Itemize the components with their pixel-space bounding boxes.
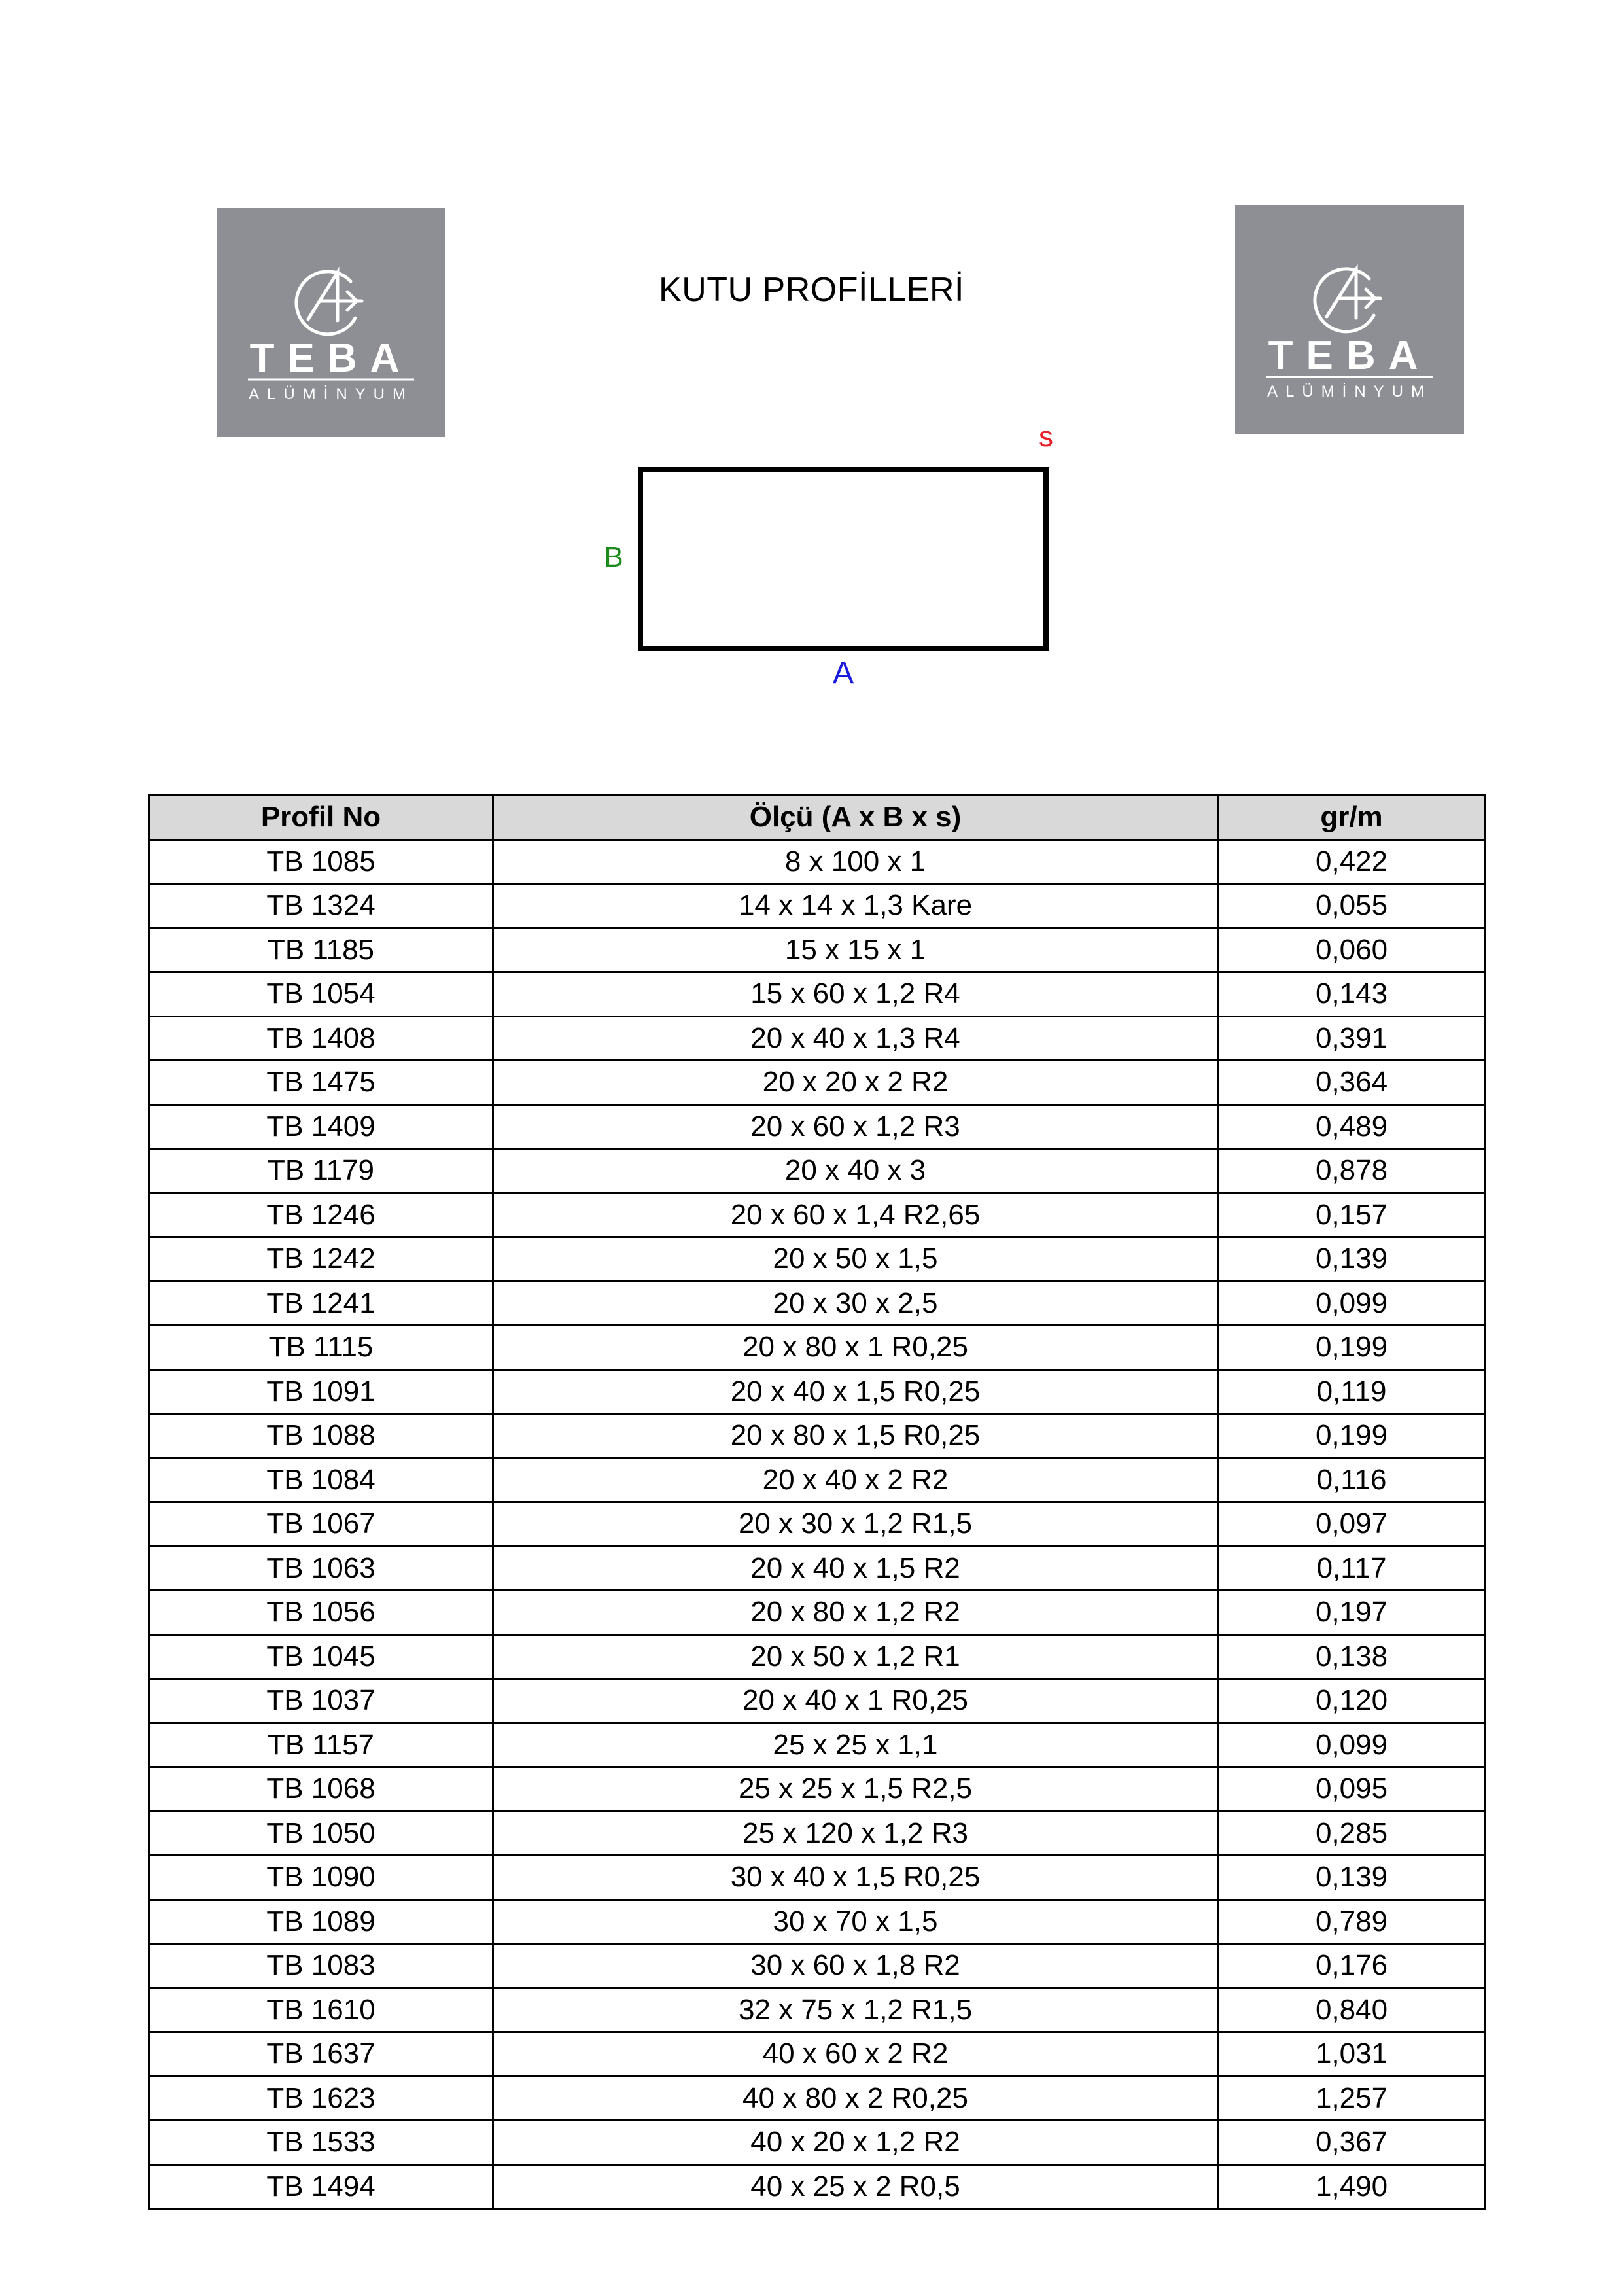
table-row: [149, 1104, 1486, 1149]
table-row: [149, 1899, 1486, 1944]
weight-cell: 0,878: [1218, 1149, 1486, 1193]
table-row: [149, 1281, 1486, 1326]
profile-no-cell: TB 1063: [149, 1546, 493, 1591]
table-row: [149, 1767, 1486, 1812]
weight-cell: 0,060: [1218, 928, 1486, 972]
dimensions-cell: 14 x 14 x 1,3 Kare: [493, 884, 1218, 928]
table-row: [149, 1369, 1486, 1414]
profile-no-cell: TB 1409: [149, 1104, 493, 1149]
profile-no-cell: TB 1089: [149, 1899, 493, 1944]
dimensions-cell: 20 x 80 x 1 R0,25: [493, 1326, 1218, 1370]
profile-no-cell: TB 1056: [149, 1591, 493, 1635]
profile-no-cell: TB 1084: [149, 1458, 493, 1502]
table-row: [149, 884, 1486, 928]
weight-cell: 0,199: [1218, 1326, 1486, 1370]
label-thickness-s: s: [1039, 421, 1053, 453]
dimensions-cell: 30 x 70 x 1,5: [493, 1899, 1218, 1944]
weight-cell: 0,367: [1218, 2121, 1486, 2165]
profile-no-cell: TB 1091: [149, 1369, 493, 1414]
profile-no-cell: TB 1179: [149, 1149, 493, 1193]
dimensions-cell: 40 x 20 x 1,2 R2: [493, 2121, 1218, 2165]
profile-no-cell: TB 1083: [149, 1944, 493, 1988]
dimensions-cell: 30 x 60 x 1,8 R2: [493, 1944, 1218, 1988]
weight-cell: 0,099: [1218, 1281, 1486, 1326]
dimensions-cell: 15 x 60 x 1,2 R4: [493, 972, 1218, 1017]
profile-no-cell: TB 1088: [149, 1414, 493, 1458]
weight-cell: 0,489: [1218, 1104, 1486, 1149]
weight-cell: 0,139: [1218, 1237, 1486, 1282]
dimensions-cell: 40 x 25 x 2 R0,5: [493, 2164, 1218, 2209]
table-row: [149, 1414, 1486, 1458]
profile-no-cell: TB 1157: [149, 1723, 493, 1767]
table-row: [149, 1193, 1486, 1237]
weight-cell: 0,176: [1218, 1944, 1486, 1988]
profile-no-cell: TB 1408: [149, 1016, 493, 1061]
table-row: [149, 2032, 1486, 2077]
weight-cell: 0,789: [1218, 1899, 1486, 1944]
weight-cell: 0,199: [1218, 1414, 1486, 1458]
weight-cell: 0,422: [1218, 839, 1486, 884]
table-row: [149, 1634, 1486, 1679]
profile-no-cell: TB 1067: [149, 1502, 493, 1547]
dimensions-cell: 20 x 60 x 1,2 R3: [493, 1104, 1218, 1149]
table-row: [149, 1061, 1486, 1105]
dimensions-cell: 20 x 40 x 1,5 R2: [493, 1546, 1218, 1591]
weight-cell: 0,143: [1218, 972, 1486, 1017]
table-header-row: [149, 796, 1486, 840]
table-row: [149, 1591, 1486, 1635]
table-row: [149, 1811, 1486, 1856]
dimensions-cell: 20 x 40 x 1,5 R0,25: [493, 1369, 1218, 1414]
table-row: [149, 1723, 1486, 1767]
logo-brand: TEBA: [249, 336, 413, 381]
weight-cell: 1,031: [1218, 2032, 1486, 2077]
logo-subtitle: ALÜMİNYUM: [1266, 383, 1433, 400]
weight-cell: 0,139: [1218, 1856, 1486, 1900]
table-row: [149, 1502, 1486, 1547]
profile-no-cell: TB 1085: [149, 839, 493, 884]
dimensions-cell: 40 x 80 x 2 R0,25: [493, 2076, 1218, 2121]
dimensions-cell: 20 x 50 x 1,5: [493, 1237, 1218, 1282]
weight-cell: 0,391: [1218, 1016, 1486, 1061]
label-height-b: B: [604, 541, 623, 573]
dimensions-cell: 20 x 30 x 1,2 R1,5: [493, 1502, 1218, 1547]
dimensions-cell: 20 x 50 x 1,2 R1: [493, 1634, 1218, 1679]
teba-logo-left: [217, 208, 445, 437]
profile-no-cell: TB 1037: [149, 1679, 493, 1723]
dimensions-cell: 20 x 20 x 2 R2: [493, 1061, 1218, 1105]
table-row: [149, 1944, 1486, 1988]
dimensions-cell: 20 x 60 x 1,4 R2,65: [493, 1193, 1218, 1237]
profile-no-cell: TB 1050: [149, 1811, 493, 1856]
dimensions-cell: 8 x 100 x 1: [493, 839, 1218, 884]
profile-no-cell: TB 1637: [149, 2032, 493, 2077]
table-row: [149, 928, 1486, 972]
table-row: [149, 1546, 1486, 1591]
weight-cell: 0,099: [1218, 1723, 1486, 1767]
dimensions-cell: 20 x 40 x 3: [493, 1149, 1218, 1193]
table-row: [149, 1679, 1486, 1723]
table-row: [149, 839, 1486, 884]
table-row: [149, 2076, 1486, 2121]
box-profile-outline: [640, 469, 1046, 648]
profile-no-cell: TB 1054: [149, 972, 493, 1017]
profile-no-cell: TB 1115: [149, 1326, 493, 1370]
weight-cell: 0,119: [1218, 1369, 1486, 1414]
profile-no-cell: TB 1241: [149, 1281, 493, 1326]
weight-cell: 0,055: [1218, 884, 1486, 928]
table-row: [149, 2121, 1486, 2165]
table-row: [149, 1016, 1486, 1061]
page-title: KUTU PROFİLLERİ: [659, 271, 964, 309]
header-dimensions: Ölçü (A x B x s): [493, 796, 1218, 840]
profile-no-cell: TB 1623: [149, 2076, 493, 2121]
weight-cell: 1,257: [1218, 2076, 1486, 2121]
table-row: [149, 972, 1486, 1017]
logo-brand: TEBA: [1268, 333, 1431, 378]
dimensions-cell: 20 x 40 x 1 R0,25: [493, 1679, 1218, 1723]
label-width-a: A: [832, 656, 854, 690]
weight-cell: 0,097: [1218, 1502, 1486, 1547]
weight-cell: 0,138: [1218, 1634, 1486, 1679]
weight-cell: 0,197: [1218, 1591, 1486, 1635]
profile-no-cell: TB 1246: [149, 1193, 493, 1237]
dimensions-cell: 32 x 75 x 1,2 R1,5: [493, 1988, 1218, 2032]
table-row: [149, 1856, 1486, 1900]
weight-cell: 0,157: [1218, 1193, 1486, 1237]
weight-cell: 0,840: [1218, 1988, 1486, 2032]
profiles-table: [148, 794, 1486, 2210]
table-row: [149, 1988, 1486, 2032]
dimensions-cell: 25 x 25 x 1,1: [493, 1723, 1218, 1767]
dimensions-cell: 20 x 40 x 2 R2: [493, 1458, 1218, 1502]
dimensions-cell: 20 x 30 x 2,5: [493, 1281, 1218, 1326]
weight-cell: 0,120: [1218, 1679, 1486, 1723]
weight-cell: 0,364: [1218, 1061, 1486, 1105]
profile-no-cell: TB 1533: [149, 2121, 493, 2165]
profile-no-cell: TB 1185: [149, 928, 493, 972]
table-row: [149, 2164, 1486, 2209]
dimensions-cell: 20 x 80 x 1,2 R2: [493, 1591, 1218, 1635]
dimensions-cell: 20 x 80 x 1,5 R0,25: [493, 1414, 1218, 1458]
weight-cell: 0,117: [1218, 1546, 1486, 1591]
header-profile-no: Profil No: [149, 796, 493, 840]
weight-cell: 0,285: [1218, 1811, 1486, 1856]
profile-no-cell: TB 1242: [149, 1237, 493, 1282]
profile-no-cell: TB 1475: [149, 1061, 493, 1105]
profile-no-cell: TB 1045: [149, 1634, 493, 1679]
dimensions-cell: 40 x 60 x 2 R2: [493, 2032, 1218, 2077]
table-row: [149, 1237, 1486, 1282]
table-row: [149, 1458, 1486, 1502]
dimensions-cell: 25 x 25 x 1,5 R2,5: [493, 1767, 1218, 1812]
header-weight: gr/m: [1218, 796, 1486, 840]
profile-no-cell: TB 1610: [149, 1988, 493, 2032]
weight-cell: 0,095: [1218, 1767, 1486, 1812]
dimensions-cell: 20 x 40 x 1,3 R4: [493, 1016, 1218, 1061]
teba-logo-right: [1235, 205, 1464, 434]
profile-no-cell: TB 1324: [149, 884, 493, 928]
table-row: [149, 1326, 1486, 1370]
weight-cell: 0,116: [1218, 1458, 1486, 1502]
dimensions-cell: 25 x 120 x 1,2 R3: [493, 1811, 1218, 1856]
weight-cell: 1,490: [1218, 2164, 1486, 2209]
table-row: [149, 1149, 1486, 1193]
dimensions-cell: 15 x 15 x 1: [493, 928, 1218, 972]
profile-no-cell: TB 1494: [149, 2164, 493, 2209]
dimensions-cell: 30 x 40 x 1,5 R0,25: [493, 1856, 1218, 1900]
profile-no-cell: TB 1068: [149, 1767, 493, 1812]
logo-subtitle: ALÜMİNYUM: [248, 385, 414, 403]
profile-diagram: [576, 412, 1073, 700]
profile-no-cell: TB 1090: [149, 1856, 493, 1900]
